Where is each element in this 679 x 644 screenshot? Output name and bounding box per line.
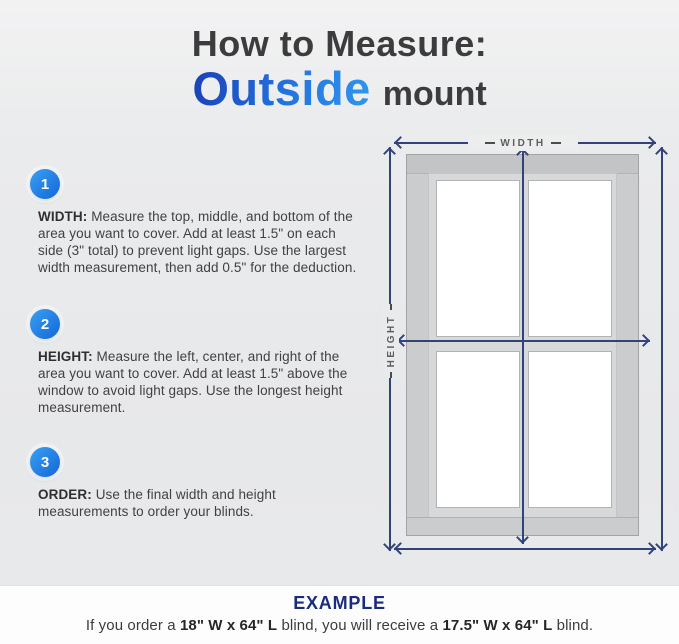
step-number: 1	[40, 175, 50, 193]
width-dimension-label: WIDTH	[468, 135, 578, 151]
example-prefix: If you order a	[85, 617, 180, 634]
step-number: 2	[40, 315, 50, 333]
step-width-label: WIDTH:	[38, 209, 88, 224]
middle-horizontal-arrow	[397, 340, 650, 342]
window-pane	[436, 351, 520, 508]
height-dimension-label: HEIGHT	[383, 304, 399, 378]
mount-type-suffix: mount	[382, 75, 487, 113]
arrowhead-right-icon	[637, 334, 650, 347]
window-pane	[436, 180, 520, 337]
page-title: How to Measure:	[191, 23, 488, 64]
example-footer	[0, 585, 679, 644]
step-width-body: Measure the top, middle, and bottom of the area you want to cover. Add at least 1.5" on each side (3" total) to prevent light gaps. Use the largest width measurement, then add 0.5" for the deduction.	[38, 209, 357, 275]
arrowhead-up-icon	[655, 147, 668, 160]
window-pane	[528, 351, 612, 508]
arrowhead-down-icon	[655, 538, 668, 551]
height-arrow-right	[661, 147, 663, 551]
width-arrow-bottom	[394, 548, 656, 550]
example-ordered-size: 18" W x 64" L	[179, 617, 278, 634]
center-vertical-arrow	[522, 148, 524, 544]
step-height-label: HEIGHT:	[38, 349, 93, 364]
example-suffix: blind.	[552, 617, 594, 634]
step-height-body: Measure the left, center, and right of the area you want to cover. Add at least 1.5" above the window to avoid light gaps. Use the longest height measurement.	[38, 349, 348, 415]
window-pane	[528, 180, 612, 337]
example-sentence	[0, 617, 679, 634]
step-order-label: ORDER:	[38, 487, 92, 502]
window-panes	[436, 180, 612, 508]
example-received-size: 17.5" W x 64" L	[442, 617, 553, 634]
arrowhead-up-icon	[383, 147, 396, 160]
example-heading: EXAMPLE	[293, 593, 386, 613]
arrowhead-right-icon	[643, 136, 656, 149]
step-number: 3	[40, 453, 50, 471]
step-order-body: Use the final width and height measurements to order your blinds.	[38, 487, 276, 519]
mount-type-highlight: Outside	[192, 62, 371, 115]
arrowhead-left-icon	[394, 136, 407, 149]
example-middle: blind, you will receive a	[277, 617, 443, 634]
